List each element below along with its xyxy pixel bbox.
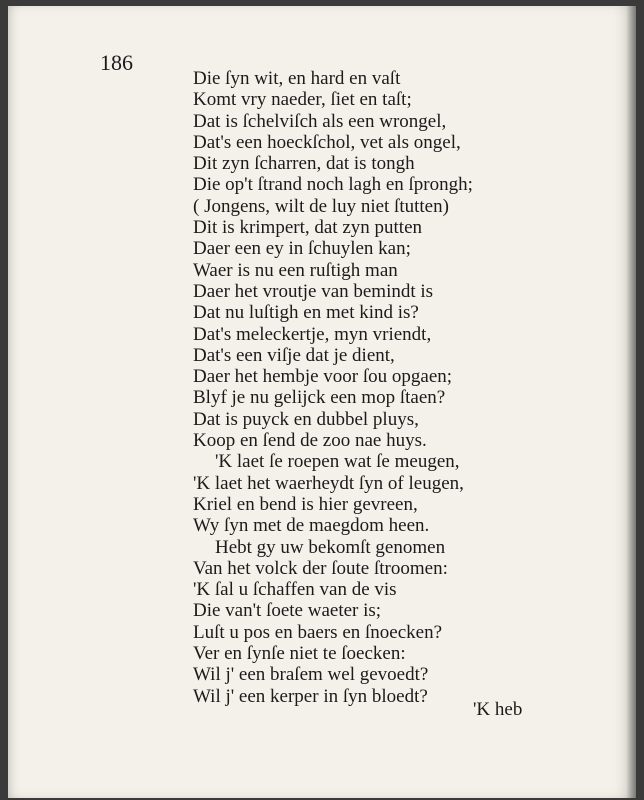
verse-line: Daer het hembje voor ſou opgaen; xyxy=(193,366,453,388)
verse-line: Wy ſyn met de maegdom heen. xyxy=(193,515,430,537)
verse-line: Dit is krimpert, dat zyn putten xyxy=(193,217,423,239)
verse-line: Waer is nu een ruſtigh man xyxy=(193,259,398,281)
page-number: 186 xyxy=(100,50,133,75)
verse-line: Dit zyn ſcharren, dat is tongh xyxy=(193,153,415,175)
verse-line: Kriel en bend is hier gevreen, xyxy=(193,493,418,515)
verse-line: Dat is puyck en dubbel pluys, xyxy=(193,408,419,430)
book-page xyxy=(8,6,636,798)
verse-line: Van het volck der ſoute ſtroomen: xyxy=(193,557,448,579)
verse-line: Wil j' een kerper in ſyn bloedt? xyxy=(193,685,428,707)
verse-line: ( Jongens, wilt de luy niet ſtutten) xyxy=(193,195,449,217)
verse-line: Luſt u pos en baers en ſnoecken? xyxy=(193,621,443,643)
verse-line: Dat is ſchelviſch als een wrongel, xyxy=(193,110,447,132)
verse-line: Komt vry naeder, ſiet en taſt; xyxy=(193,89,412,111)
verse-line: Dat nu luſtigh en met kind is? xyxy=(193,302,419,324)
verse-line: Dat's meleckertje, myn vriendt, xyxy=(193,323,432,345)
verse-line: Hebt gy uw bekomſt genomen xyxy=(215,536,446,558)
catchword: 'K heb xyxy=(473,699,523,720)
verse-line: Ver en ſynſe niet te ſoecken: xyxy=(193,643,406,665)
verse-line: Wil j' een braſem wel gevoedt? xyxy=(193,664,429,686)
verse-line: Dat's een viſje dat je dient, xyxy=(193,344,395,366)
verse-line: Dat's een hoeckſchol, vet als ongel, xyxy=(193,131,461,153)
verse-line: 'K laet het waerheydt ſyn of leugen, xyxy=(193,472,464,494)
poem-text xyxy=(193,68,573,707)
verse-line: 'K laet ſe roepen wat ſe meugen, xyxy=(215,451,460,473)
verse-line: Die op't ſtrand noch lagh en ſprongh; xyxy=(193,174,473,196)
verse-line: Daer het vroutje van bemindt is xyxy=(193,280,434,302)
verse-line: Blyf je nu gelijck een mop ſtaen? xyxy=(193,387,446,409)
verse-line: Die van't ſoete waeter is; xyxy=(193,600,382,622)
verse-line: Daer een ey in ſchuylen kan; xyxy=(193,238,411,260)
page-edge-shadow xyxy=(626,6,636,798)
verse-line: Die ſyn wit, en hard en vaſt xyxy=(193,68,401,89)
verse-line: Koop en ſend de zoo nae huys. xyxy=(193,430,427,452)
verse-line: 'K ſal u ſchaffen van de vis xyxy=(193,579,397,601)
